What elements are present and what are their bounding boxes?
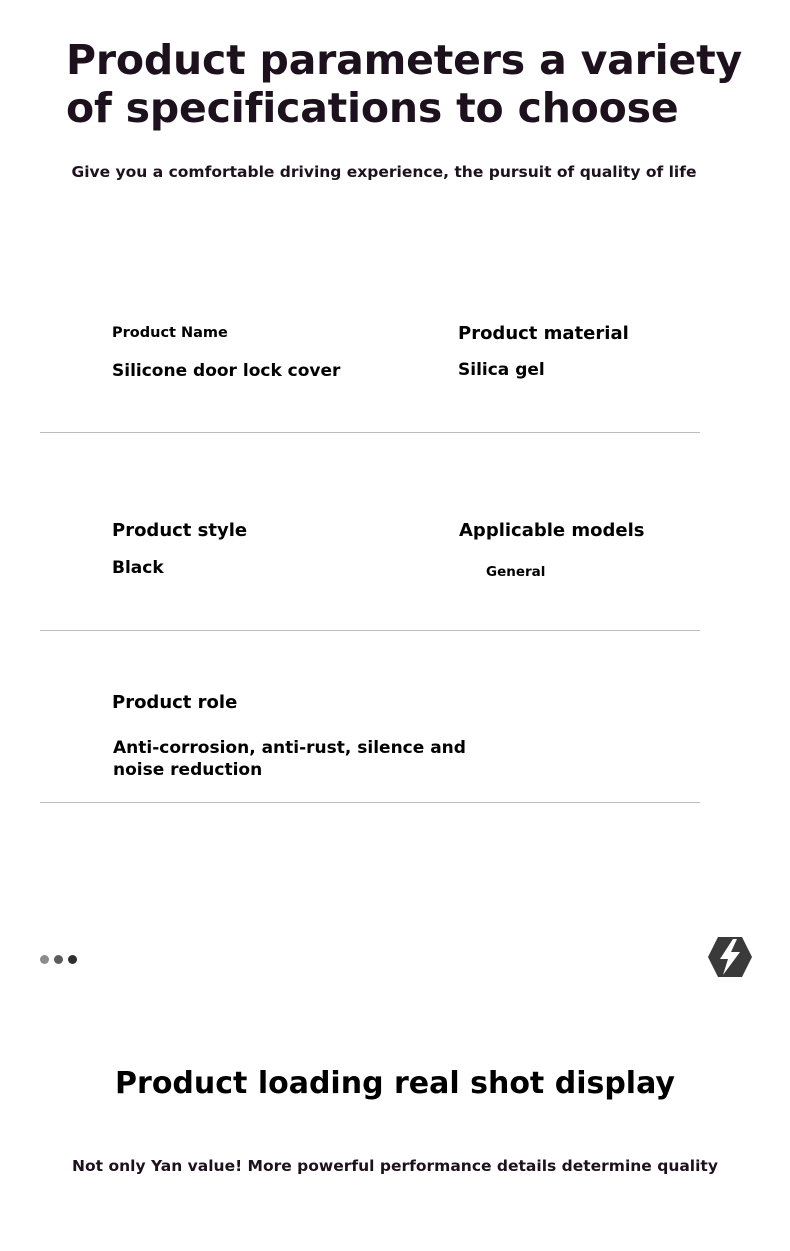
applicable-models-value: General xyxy=(486,564,546,580)
product-role-label: Product role xyxy=(112,692,238,713)
product-style-label: Product style xyxy=(112,520,248,541)
page-subtitle: Give you a comfortable driving experience, the pursuit of quality of life xyxy=(71,163,697,181)
dot-icon xyxy=(68,955,77,964)
decorative-dots xyxy=(40,955,77,964)
product-name-label: Product Name xyxy=(112,325,228,341)
applicable-models-label: Applicable models xyxy=(459,520,645,541)
section-heading: Product loading real shot display xyxy=(115,1066,675,1101)
dot-icon xyxy=(40,955,49,964)
product-role-value: Anti-corrosion, anti-rust, silence and noise reduction xyxy=(113,738,466,780)
lightning-hexagon-icon xyxy=(707,936,753,978)
product-material-value: Silica gel xyxy=(458,360,545,380)
spec-divider xyxy=(40,432,700,433)
section-tagline: Not only Yan value! More powerful performance details determine quality xyxy=(72,1157,718,1175)
spec-divider xyxy=(40,630,700,631)
spec-divider xyxy=(40,802,700,803)
product-material-label: Product material xyxy=(458,323,629,344)
product-style-value: Black xyxy=(112,558,164,578)
product-name-value: Silicone door lock cover xyxy=(112,361,341,381)
dot-icon xyxy=(54,955,63,964)
page-title: Product parameters a variety of specifications to choose xyxy=(66,36,743,132)
